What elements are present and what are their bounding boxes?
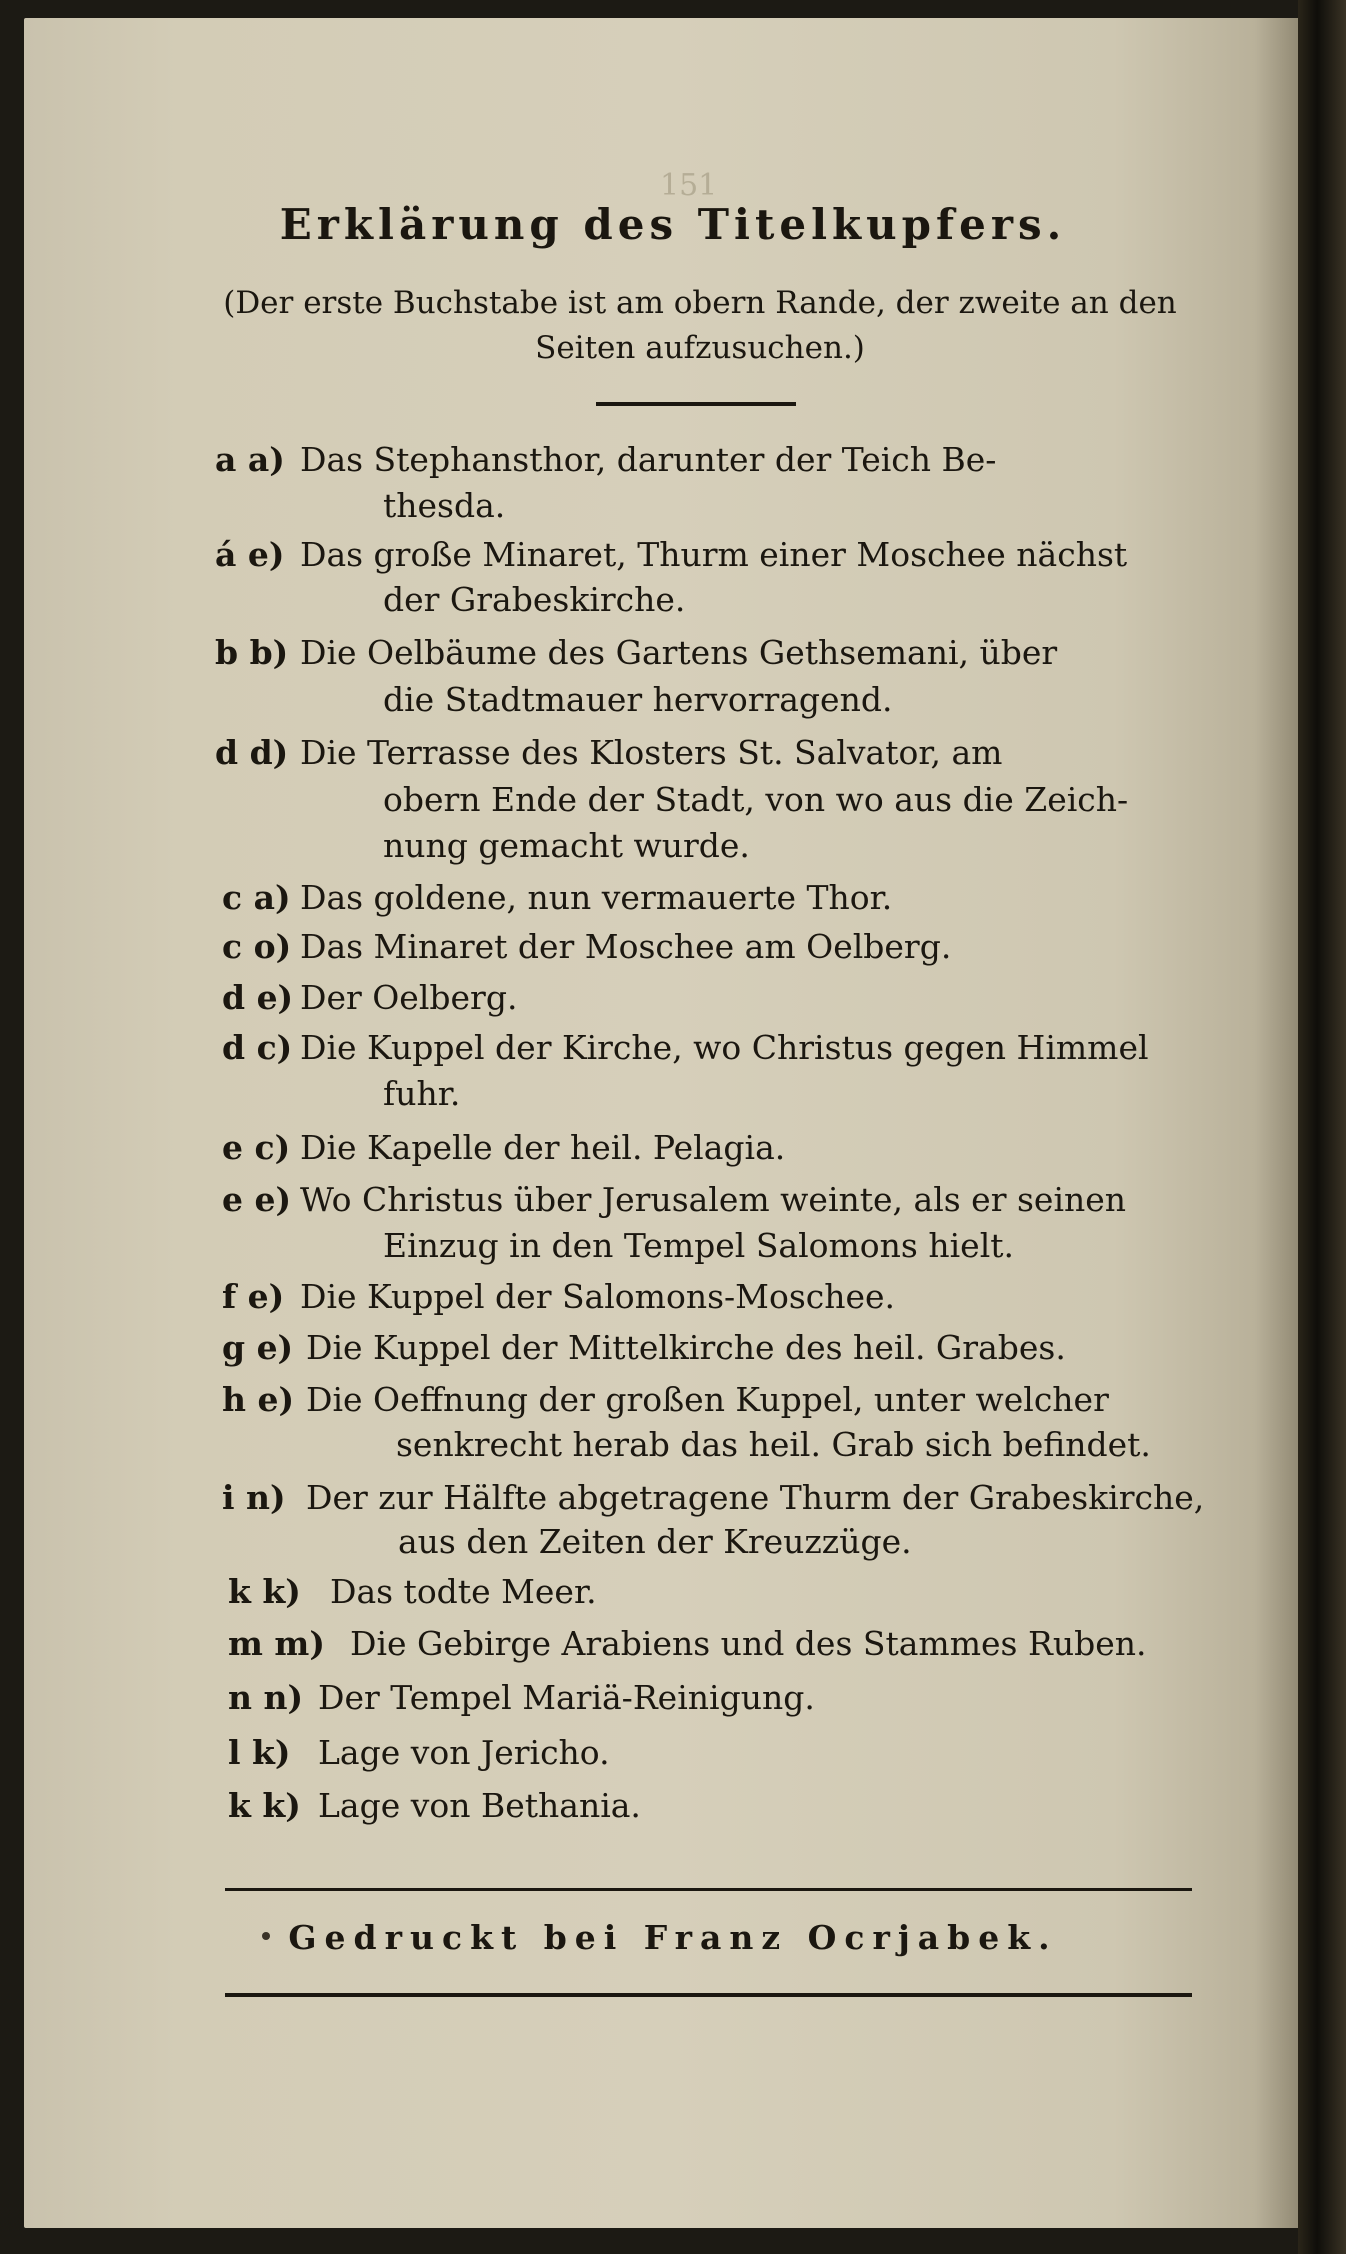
entry-text: Die Kuppel der Mittelkirche des heil. Grabes. <box>306 1328 1066 1367</box>
entry-label: d d) <box>215 733 289 772</box>
entry-text: Das Minaret der Moschee am Oelberg. <box>300 927 952 966</box>
entry-text: obern Ende der Stadt, von wo aus die Zeich- <box>383 780 1129 819</box>
entry-text: Das große Minaret, Thurm einer Moschee nächst <box>300 535 1128 574</box>
page-number: 151 <box>660 168 718 203</box>
entry-label: k k) <box>228 1572 301 1611</box>
entry-label: á e) <box>215 535 285 574</box>
entry-text: senkrecht herab das heil. Grab sich befindet. <box>396 1425 1151 1464</box>
entry-label: k k) <box>228 1786 301 1825</box>
page-title: Erklärung des Titelkupfers. <box>279 200 1067 249</box>
entry-label: b b) <box>215 633 289 672</box>
entry-text: thesda. <box>383 486 506 525</box>
entry-label: d c) <box>222 1028 293 1067</box>
entry-text: Der Oelberg. <box>300 978 518 1017</box>
entry-text: Die Kuppel der Kirche, wo Christus gegen Himmel <box>300 1028 1149 1067</box>
entry-label: g e) <box>222 1328 294 1367</box>
entry-text: Wo Christus über Jerusalem weinte, als er seinen <box>300 1180 1127 1219</box>
entry-text: Einzug in den Tempel Salomons hielt. <box>383 1226 1014 1265</box>
subtitle-line-2: Seiten aufzusuchen.) <box>535 330 865 366</box>
entry-text: Die Kapelle der heil. Pelagia. <box>300 1128 786 1167</box>
entry-text: Die Gebirge Arabiens und des Stammes Ruben. <box>350 1624 1147 1663</box>
entry-label: a a) <box>215 440 285 479</box>
entry-text: Lage von Bethania. <box>318 1786 641 1825</box>
footer-rule-bottom <box>225 1993 1192 1997</box>
entry-text: Der zur Hälfte abgetragene Thurm der Grabeskirche, <box>306 1478 1205 1517</box>
entry-text: Die Oelbäume des Gartens Gethsemani, über <box>300 633 1058 672</box>
entry-label: m m) <box>228 1624 325 1663</box>
entry-label: i n) <box>222 1478 286 1517</box>
footer-rule-top <box>225 1888 1192 1891</box>
entry-label: h e) <box>222 1380 295 1419</box>
entry-text: aus den Zeiten der Kreuzzüge. <box>398 1522 912 1561</box>
entry-text: die Stadtmauer hervorragend. <box>383 680 893 719</box>
title-divider <box>596 402 796 406</box>
book-spine <box>1298 0 1346 2254</box>
entry-label: f e) <box>222 1277 285 1316</box>
entry-text: Die Kuppel der Salomons-Moschee. <box>300 1277 896 1316</box>
subtitle-line-1: (Der erste Buchstabe ist am obern Rande, der zweite an den <box>223 285 1177 321</box>
entry-text: Die Terrasse des Klosters St. Salvator, am <box>300 733 1003 772</box>
entry-text: nung gemacht wurde. <box>383 826 750 865</box>
entry-label: e e) <box>222 1180 292 1219</box>
entry-label: n n) <box>228 1678 304 1717</box>
entry-text: Der Tempel Mariä-Reinigung. <box>318 1678 815 1717</box>
entry-text: Lage von Jericho. <box>318 1733 610 1772</box>
entry-label: l k) <box>228 1733 291 1772</box>
entry-text: fuhr. <box>383 1074 461 1113</box>
entry-text: Das goldene, nun vermauerte Thor. <box>300 878 893 917</box>
entry-text: der Grabeskirche. <box>383 580 686 619</box>
entry-label: d e) <box>222 978 294 1017</box>
printer-imprint: Gedruckt bei Franz Ocrjabek. <box>288 1918 1058 1957</box>
entry-label: e c) <box>222 1128 291 1167</box>
entry-text: Das Stephansthor, darunter der Teich Be- <box>300 440 997 479</box>
entry-text: Das todte Meer. <box>330 1572 597 1611</box>
entry-label: c a) <box>222 878 291 917</box>
entry-text: Die Oeffnung der großen Kuppel, unter welcher <box>306 1380 1109 1419</box>
entry-label: c o) <box>222 927 292 966</box>
